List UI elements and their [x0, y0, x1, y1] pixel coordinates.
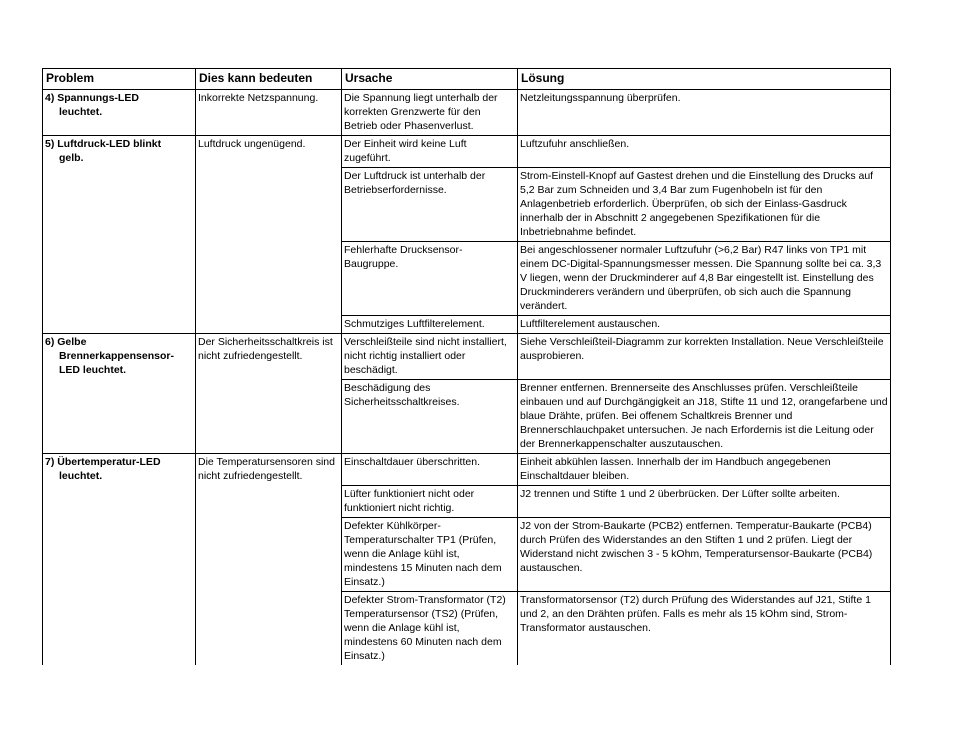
problem-number: 6) Gelbe: [45, 336, 87, 348]
solution-cell: J2 von der Strom-Baukarte (PCB2) entfernen. Temperatur-Baukarte (PCB4) durch Prüfen des Widerstandes an den Stiften 1 und 2 prüfen. Liegt der Widerstand nicht zwischen 3 - 5 kOhm, Temperatursensor-Baukarte (PCB4) austauschen.: [518, 518, 891, 592]
cause-cell: Beschädigung des Sicherheitsschaltkreises.: [342, 380, 518, 454]
cause-cell: Lüfter funktioniert nicht oder funktioniert nicht richtig.: [342, 486, 518, 518]
solution-cell: Transformatorsensor (T2) durch Prüfung des Widerstandes auf J21, Stifte 1 und 2, an den Drähten prüfen. Falls es mehr als 15 kOhm sind, Strom-Transformator austauschen.: [518, 592, 891, 666]
problem-number: 4) Spannungs-LED: [45, 92, 139, 104]
table-row: [43, 136, 891, 168]
means-cell: Der Sicherheitsschaltkreis ist nicht zufriedengestellt.: [196, 334, 342, 454]
cause-cell: Defekter Kühlkörper-Temperaturschalter TP1 (Prüfen, wenn die Anlage kühl ist, mindestens 15 Minuten nach dem Einsatz.): [342, 518, 518, 592]
cause-cell: Defekter Strom-Transformator (T2) Temperatursensor (TS2) (Prüfen, wenn die Anlage kühl ist, mindestens 60 Minuten nach dem Einsatz.): [342, 592, 518, 666]
problem-text: Brennerkappensensor-LED leuchtet.: [59, 350, 174, 376]
header-means: Dies kann bedeuten: [196, 69, 342, 90]
cause-cell: Einschaltdauer überschritten.: [342, 454, 518, 486]
solution-cell: Einheit abkühlen lassen. Innerhalb der im Handbuch angegebenen Einschaltdauer bleiben.: [518, 454, 891, 486]
solution-cell: Brenner entfernen. Brennerseite des Anschlusses prüfen. Verschleißteile einbauen und auf Durchgängigkeit an J18, Stifte 11 und 12, orangefarbene und blaue Drähte, prüfen. Bei offenem Schaltkreis Brenner und Brennerschlauchpaket untersuchen. Je nach Erfordernis ist die Leitung oder der Brennerkappenschalter auszutauschen.: [518, 380, 891, 454]
problem-number: 5) Luftdruck-LED blinkt: [45, 138, 162, 150]
problem-text: leuchtet.: [59, 470, 103, 482]
table-row: [43, 454, 891, 486]
solution-cell: J2 trennen und Stifte 1 und 2 überbrücken. Der Lüfter sollte arbeiten.: [518, 486, 891, 518]
solution-cell: Strom-Einstell-Knopf auf Gastest drehen und die Einstellung des Drucks auf 5,2 Bar zum Schneiden und 3,4 Bar zum Fugenhobeln ist für den Anlagenbetrieb erforderlich. Überprüfen, ob sich der Einlass-Gasdruck innerhalb der in Abschnitt 2 angegebenen Spezifikationen für die Inbetriebnahme befindet.: [518, 168, 891, 242]
problem-number: 7) Übertemperatur-LED: [45, 456, 161, 468]
table-row: [43, 90, 891, 136]
solution-cell: Luftzufuhr anschließen.: [518, 136, 891, 168]
cause-cell: Verschleißteile sind nicht installiert, nicht richtig installiert oder beschädigt.: [342, 334, 518, 380]
cause-cell: Der Luftdruck ist unterhalb der Betriebserfordernisse.: [342, 168, 518, 242]
solution-cell: Luftfilterelement austauschen.: [518, 316, 891, 334]
solution-cell: Siehe Verschleißteil-Diagramm zur korrekten Installation. Neue Verschleißteile ausprobieren.: [518, 334, 891, 380]
header-row: [43, 69, 891, 90]
cause-cell: Die Spannung liegt unterhalb der korrekten Grenzwerte für den Betrieb oder Phasenverlust.: [342, 90, 518, 136]
cause-cell: Fehlerhafte Drucksensor-Baugruppe.: [342, 242, 518, 316]
header-problem: Problem: [43, 69, 196, 90]
problem-text: gelb.: [59, 152, 84, 164]
solution-cell: Bei angeschlossener normaler Luftzufuhr (>6,2 Bar) R47 links von TP1 mit einem DC-Digital-Spannungsmesser messen. Die Spannung sollte bei ca. 3,3 V liegen, wenn der Druckminderer auf 4,8 Bar eingestellt ist. Einstellung des Druckminderers verändern und überprüfen, ob sich auch die Spannung verändert.: [518, 242, 891, 316]
means-cell: Inkorrekte Netzspannung.: [196, 90, 342, 136]
problem-cell: [43, 90, 196, 136]
table-row: [43, 334, 891, 380]
header-solution: Lösung: [518, 69, 891, 90]
means-cell: Die Temperatursensoren sind nicht zufriedengestellt.: [196, 454, 342, 666]
solution-cell: Netzleitungsspannung überprüfen.: [518, 90, 891, 136]
problem-cell: [43, 136, 196, 334]
cause-cell: Der Einheit wird keine Luft zugeführt.: [342, 136, 518, 168]
header-cause: Ursache: [342, 69, 518, 90]
means-cell: Luftdruck ungenügend.: [196, 136, 342, 334]
troubleshooting-table: [42, 68, 891, 665]
problem-cell: [43, 334, 196, 454]
problem-cell: [43, 454, 196, 666]
cause-cell: Schmutziges Luftfilterelement.: [342, 316, 518, 334]
problem-text: leuchtet.: [59, 106, 103, 118]
